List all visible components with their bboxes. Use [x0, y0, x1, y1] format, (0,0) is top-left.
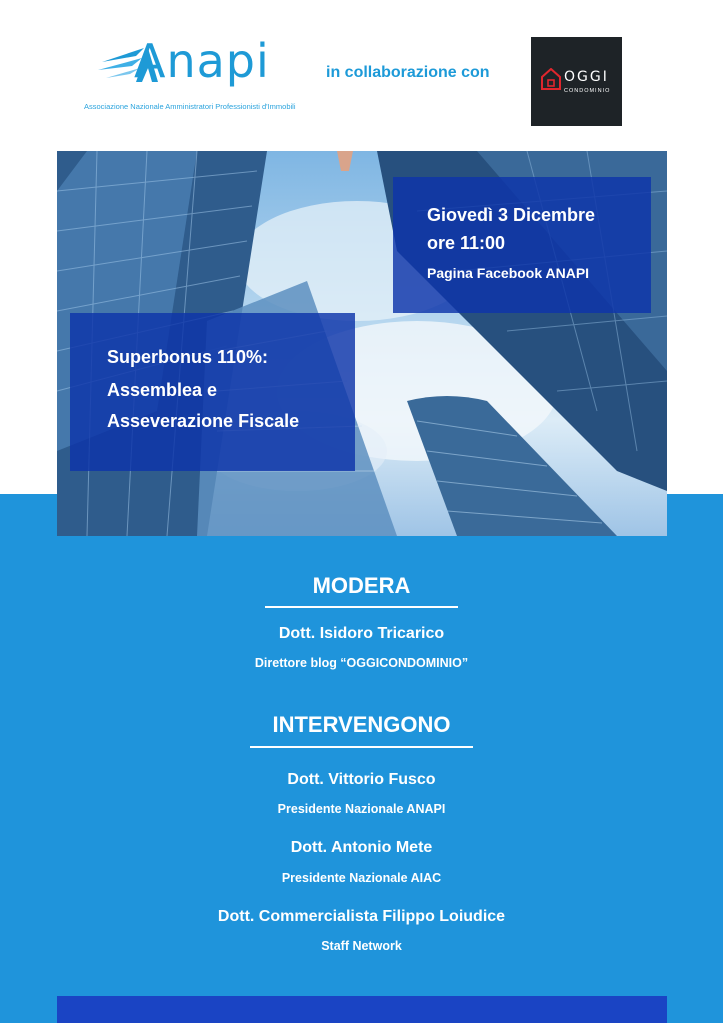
partner-logo [531, 37, 622, 126]
event-title-line: Assemblea e [107, 380, 218, 400]
anapi-subtitle: Associazione Nazionale Amministratori Professionisti d'Immobili [84, 102, 296, 111]
moderator-heading: MODERA [312, 573, 411, 598]
moderator-name: Dott. Isidoro Tricarico [278, 625, 445, 642]
collaboration-text: in collaborazione con [326, 64, 490, 81]
partner-wordmark: OGGI [564, 69, 609, 85]
speakers-heading: INTERVENGONO [272, 712, 451, 737]
moderator-role: Direttore blog “OGGICONDOMINIO” [254, 656, 469, 670]
header [0, 0, 723, 150]
footer-band [57, 996, 667, 1023]
anapi-wordmark: Anapi [134, 34, 270, 88]
event-location: Pagina Facebook ANAPI [427, 265, 590, 281]
house-icon [541, 68, 561, 90]
event-time: ore 11:00 [427, 233, 506, 253]
speaker-name: Dott. Vittorio Fusco [287, 771, 436, 788]
partner-subtitle: CONDOMINIO [564, 88, 611, 94]
speaker-role: Presidente Nazionale ANAPI [277, 802, 446, 816]
speaker-role: Presidente Nazionale AIAC [281, 871, 442, 885]
speakers-divider [250, 746, 473, 748]
event-title-box [70, 313, 355, 471]
speaker-role: Staff Network [321, 939, 402, 953]
event-title-line: Superbonus 110%: [107, 347, 269, 367]
event-date: Giovedì 3 Dicembre [427, 205, 596, 225]
moderator-divider [265, 606, 458, 608]
event-title-line: Asseverazione Fiscale [107, 411, 300, 431]
event-datetime-box [393, 177, 651, 313]
speaker-name: Dott. Antonio Mete [290, 839, 433, 856]
speaker-name: Dott. Commercialista Filippo Loiudice [217, 908, 506, 925]
anapi-logo [84, 36, 314, 116]
